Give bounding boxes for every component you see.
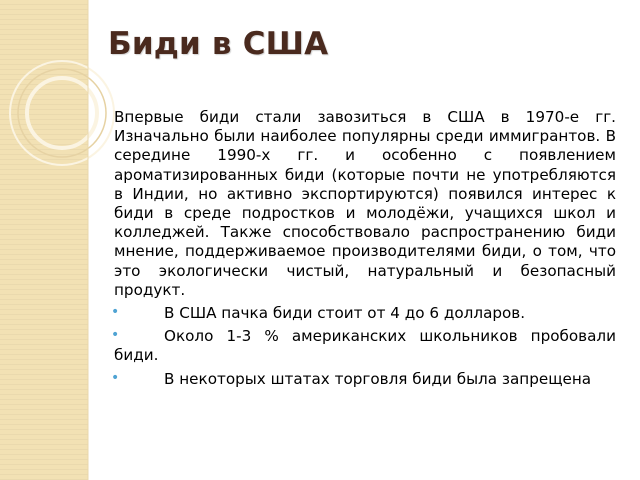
bullet-item [111,304,616,323]
bullet-icon: • [111,304,120,321]
bullet-item [111,369,616,389]
intro-paragraph: Впервые биди стали завозиться в США в 1970-е гг. Изначально были наиболее популярны среди иммигрантов. В середине 1990-х гг. и особенно с появлением ароматизированных биди (которые почти не употребляются в Индии, но активно экспортируются) появился интерес к биди в среде подростков и молодёжи, учащихся школ и колледжей. Также способствовало распространению биди мнение, поддерживаемое производителями биди, о том, что это экологически чистый, натуральный и безопасный продукт. [114,108,616,299]
slide-body [111,108,616,393]
bullet-text: В США пачка биди стоит от 4 до 6 долларов. [164,304,526,323]
bullet-text: Около 1-3 % американских школьников пробовали биди. [114,327,616,365]
bullet-icon: • [111,327,120,344]
bullet-icon: • [111,369,120,386]
bullet-item [111,327,616,365]
bullet-list [111,304,616,389]
slide-title: Биди в США [108,26,329,62]
bullet-text: В некоторых штатах торговля биди была запрещена [164,369,592,388]
